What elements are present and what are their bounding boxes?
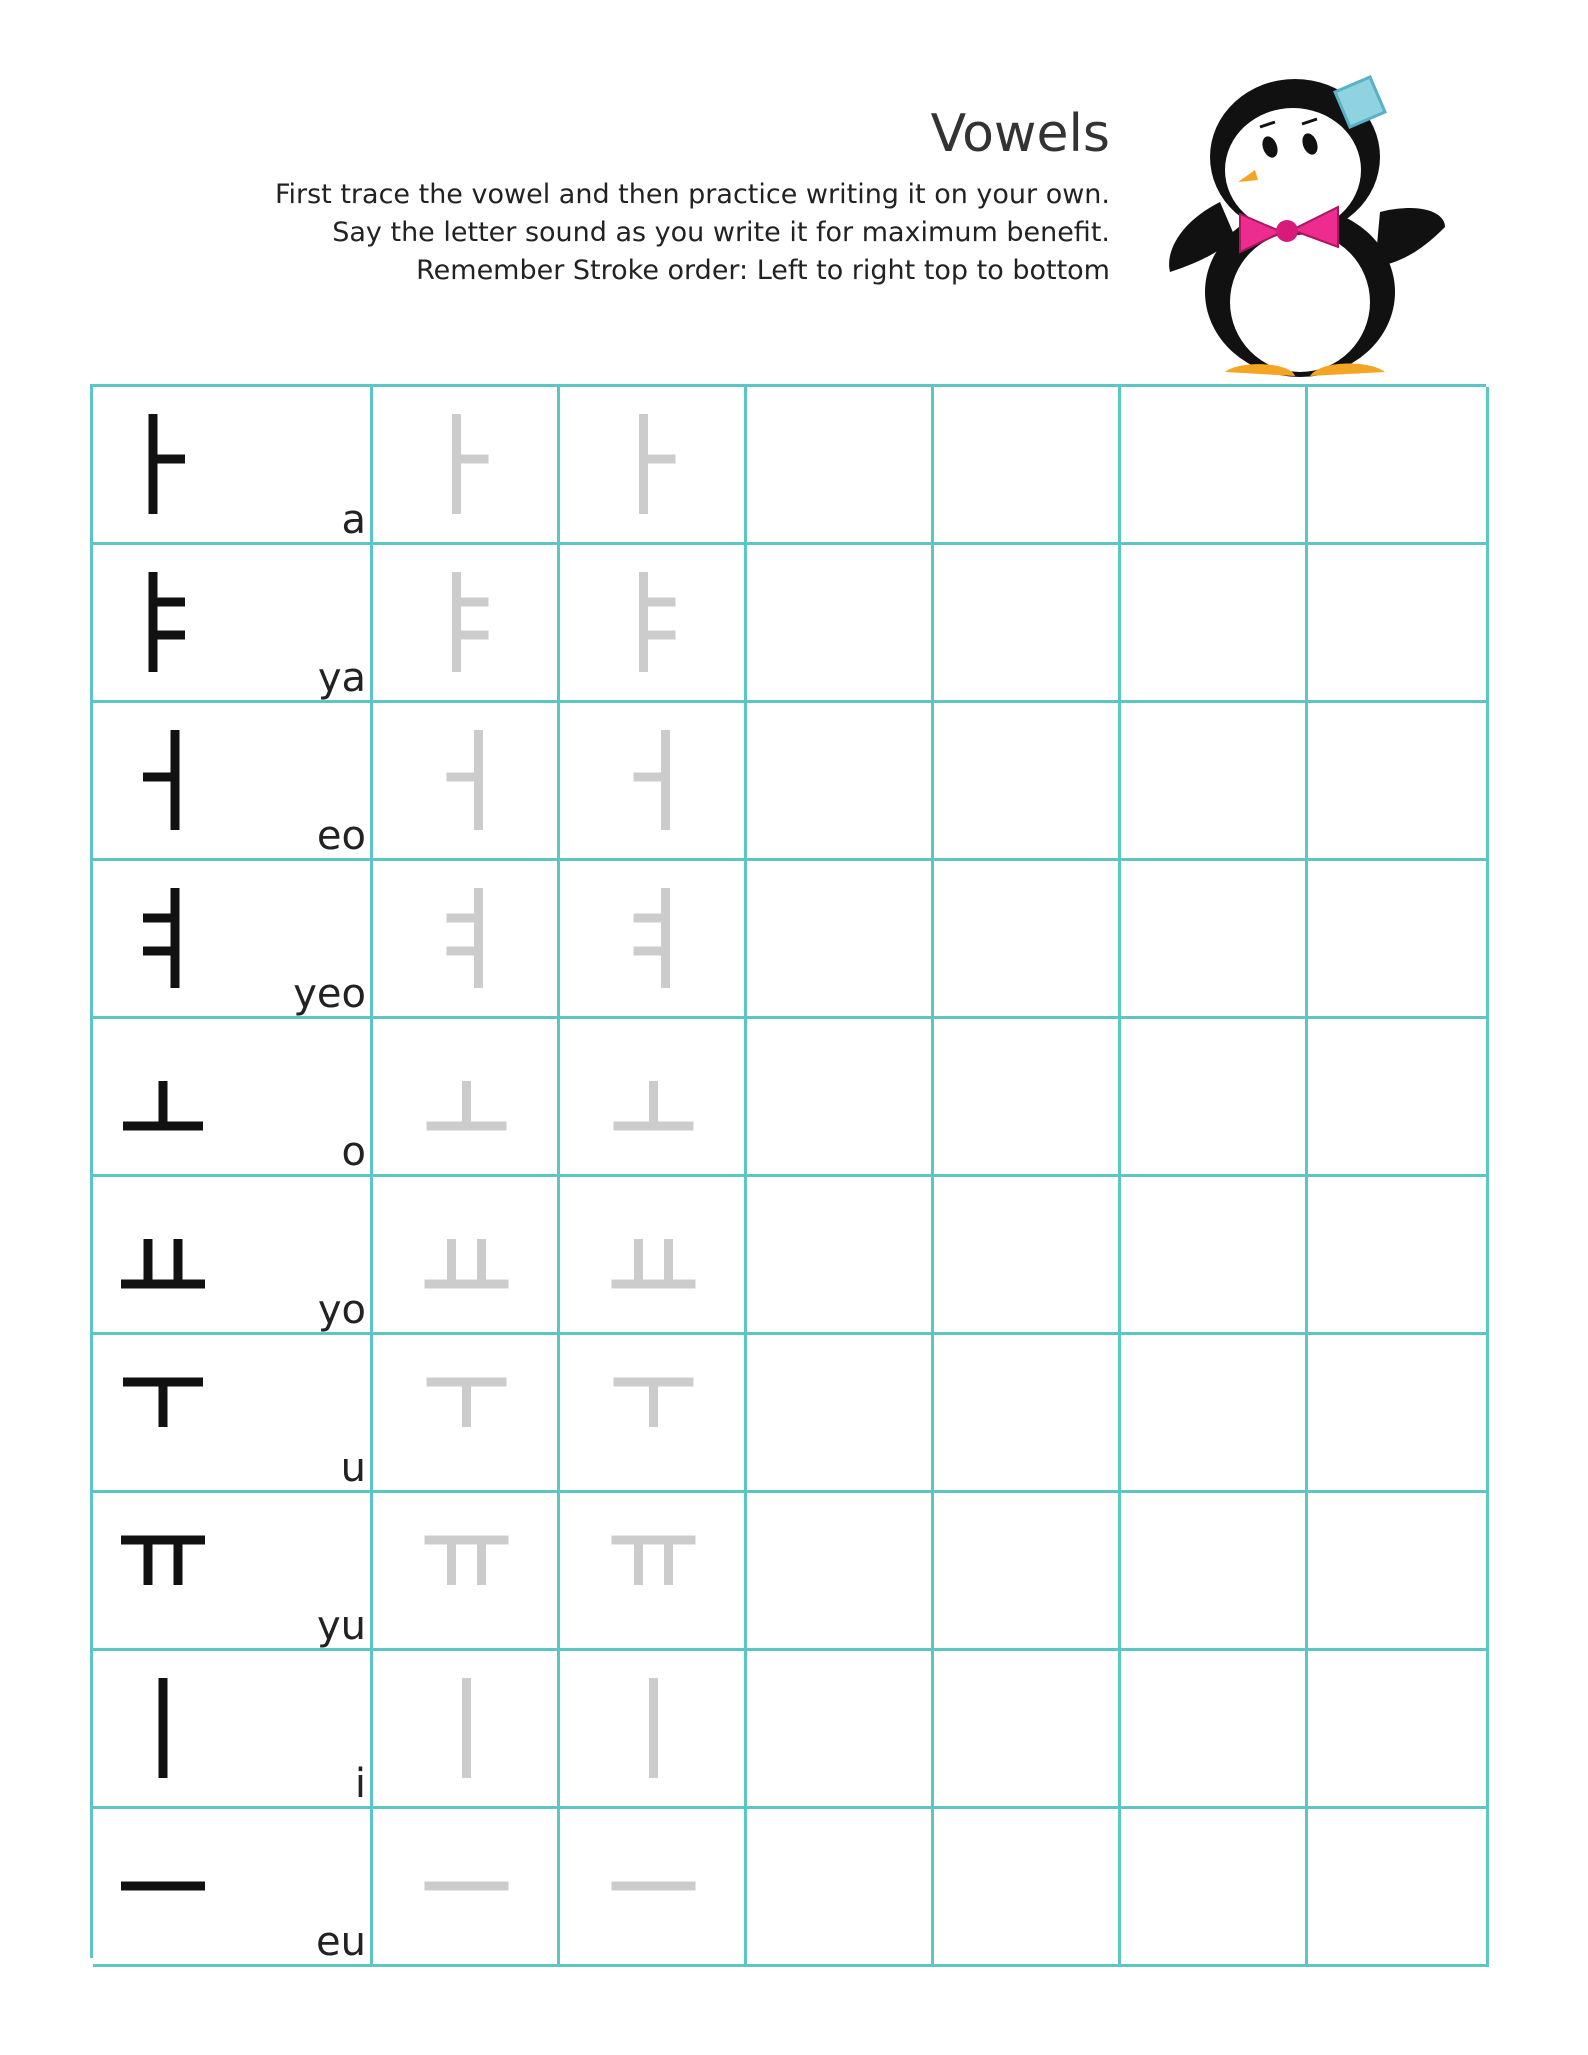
practice-cell[interactable] xyxy=(747,1651,934,1809)
instruction-line-1: First trace the vowel and then practice writing it on your own. xyxy=(274,179,1110,210)
practice-cell[interactable] xyxy=(1308,545,1489,703)
vowel-glyph xyxy=(93,1335,373,1493)
trace-cell[interactable] xyxy=(373,1335,560,1493)
vowel-row xyxy=(93,861,1486,1019)
practice-grid xyxy=(90,384,1486,1965)
vowel-glyph xyxy=(93,1651,373,1809)
practice-cell[interactable] xyxy=(934,387,1121,545)
practice-cell[interactable] xyxy=(1308,387,1489,545)
header xyxy=(274,104,1110,290)
practice-cell[interactable] xyxy=(934,703,1121,861)
trace-cell[interactable] xyxy=(373,861,560,1019)
practice-cell[interactable] xyxy=(747,545,934,703)
practice-cell[interactable] xyxy=(934,1177,1121,1335)
vowel-example-cell xyxy=(93,1177,373,1335)
trace-cell[interactable] xyxy=(560,545,747,703)
vowel-romanization: a xyxy=(341,497,366,543)
vowel-row xyxy=(93,545,1486,703)
trace-cell[interactable] xyxy=(373,1651,560,1809)
practice-cell[interactable] xyxy=(1308,1809,1489,1967)
vowel-example-cell xyxy=(93,1019,373,1177)
vowel-example-cell xyxy=(93,1651,373,1809)
practice-cell[interactable] xyxy=(1121,387,1308,545)
trace-cell[interactable] xyxy=(560,1651,747,1809)
practice-cell[interactable] xyxy=(747,1809,934,1967)
instruction-line-3: Remember Stroke order: Left to right top to bottom xyxy=(416,255,1110,286)
practice-cell[interactable] xyxy=(1121,545,1308,703)
practice-cell[interactable] xyxy=(934,1809,1121,1967)
practice-cell[interactable] xyxy=(1308,1335,1489,1493)
trace-cell[interactable] xyxy=(373,387,560,545)
trace-glyph xyxy=(560,703,747,861)
practice-cell[interactable] xyxy=(1121,1177,1308,1335)
trace-cell[interactable] xyxy=(560,1177,747,1335)
vowel-row xyxy=(93,1651,1486,1809)
vowel-romanization: u xyxy=(340,1445,366,1491)
vowel-romanization: yeo xyxy=(293,971,366,1017)
vowel-example-cell xyxy=(93,1335,373,1493)
practice-cell[interactable] xyxy=(1121,1809,1308,1967)
trace-glyph xyxy=(560,1809,747,1967)
vowel-romanization: yu xyxy=(316,1603,366,1649)
trace-glyph xyxy=(373,1651,560,1809)
vowel-romanization: o xyxy=(341,1129,366,1175)
practice-cell[interactable] xyxy=(1121,1651,1308,1809)
practice-cell[interactable] xyxy=(1308,1493,1489,1651)
vowel-row xyxy=(93,387,1486,545)
vowel-row xyxy=(93,1177,1486,1335)
practice-cell[interactable] xyxy=(1121,1335,1308,1493)
instruction-line-2: Say the letter sound as you write it for maximum benefit. xyxy=(332,217,1110,248)
vowel-row xyxy=(93,1019,1486,1177)
trace-cell[interactable] xyxy=(373,1177,560,1335)
practice-cell[interactable] xyxy=(1308,703,1489,861)
trace-glyph xyxy=(560,1493,747,1651)
practice-cell[interactable] xyxy=(747,861,934,1019)
practice-cell[interactable] xyxy=(934,861,1121,1019)
trace-glyph xyxy=(373,1493,560,1651)
practice-cell[interactable] xyxy=(934,545,1121,703)
trace-glyph xyxy=(560,1335,747,1493)
trace-cell[interactable] xyxy=(560,1019,747,1177)
vowel-example-cell xyxy=(93,1809,373,1967)
practice-cell[interactable] xyxy=(1308,861,1489,1019)
trace-cell[interactable] xyxy=(373,1809,560,1967)
penguin-mascot-icon xyxy=(1160,62,1450,382)
practice-cell[interactable] xyxy=(1121,1019,1308,1177)
trace-cell[interactable] xyxy=(560,1493,747,1651)
practice-cell[interactable] xyxy=(1308,1651,1489,1809)
trace-glyph xyxy=(373,1809,560,1967)
practice-cell[interactable] xyxy=(934,1019,1121,1177)
practice-cell[interactable] xyxy=(934,1335,1121,1493)
practice-cell[interactable] xyxy=(1308,1019,1489,1177)
trace-glyph xyxy=(373,1335,560,1493)
practice-cell[interactable] xyxy=(934,1493,1121,1651)
trace-glyph xyxy=(560,1177,747,1335)
vowel-row xyxy=(93,703,1486,861)
vowel-romanization: i xyxy=(354,1761,366,1807)
vowel-example-cell xyxy=(93,861,373,1019)
trace-glyph xyxy=(373,1019,560,1177)
practice-cell[interactable] xyxy=(747,703,934,861)
practice-cell[interactable] xyxy=(1121,703,1308,861)
practice-cell[interactable] xyxy=(1121,1493,1308,1651)
trace-cell[interactable] xyxy=(560,703,747,861)
vowel-row xyxy=(93,1493,1486,1651)
trace-glyph xyxy=(560,861,747,1019)
trace-glyph xyxy=(373,703,560,861)
practice-cell[interactable] xyxy=(747,1019,934,1177)
trace-glyph xyxy=(560,545,747,703)
practice-cell[interactable] xyxy=(747,1493,934,1651)
trace-cell[interactable] xyxy=(373,545,560,703)
vowel-romanization: yo xyxy=(317,1287,366,1333)
trace-cell[interactable] xyxy=(560,1809,747,1967)
trace-glyph xyxy=(373,545,560,703)
trace-glyph xyxy=(373,861,560,1019)
vowel-example-cell xyxy=(93,703,373,861)
vowel-romanization: ya xyxy=(317,655,366,701)
practice-cell[interactable] xyxy=(1121,861,1308,1019)
vowel-example-cell xyxy=(93,545,373,703)
trace-cell[interactable] xyxy=(560,387,747,545)
page-title: Vowels xyxy=(930,104,1110,164)
practice-cell[interactable] xyxy=(747,1177,934,1335)
practice-cell[interactable] xyxy=(747,387,934,545)
vowel-romanization: eu xyxy=(316,1919,366,1965)
vowel-glyph xyxy=(93,387,373,545)
practice-cell[interactable] xyxy=(747,1335,934,1493)
vowel-example-cell xyxy=(93,387,373,545)
vowel-row xyxy=(93,1809,1486,1967)
trace-cell[interactable] xyxy=(560,861,747,1019)
trace-cell[interactable] xyxy=(373,1493,560,1651)
trace-glyph xyxy=(560,387,747,545)
trace-cell[interactable] xyxy=(373,703,560,861)
vowel-romanization: eo xyxy=(316,813,366,859)
vowel-row xyxy=(93,1335,1486,1493)
trace-glyph xyxy=(560,1651,747,1809)
vowel-example-cell xyxy=(93,1493,373,1651)
trace-glyph xyxy=(560,1019,747,1177)
trace-glyph xyxy=(373,387,560,545)
trace-glyph xyxy=(373,1177,560,1335)
practice-cell[interactable] xyxy=(934,1651,1121,1809)
vowel-glyph xyxy=(93,1019,373,1177)
practice-cell[interactable] xyxy=(1308,1177,1489,1335)
trace-cell[interactable] xyxy=(373,1019,560,1177)
trace-cell[interactable] xyxy=(560,1335,747,1493)
